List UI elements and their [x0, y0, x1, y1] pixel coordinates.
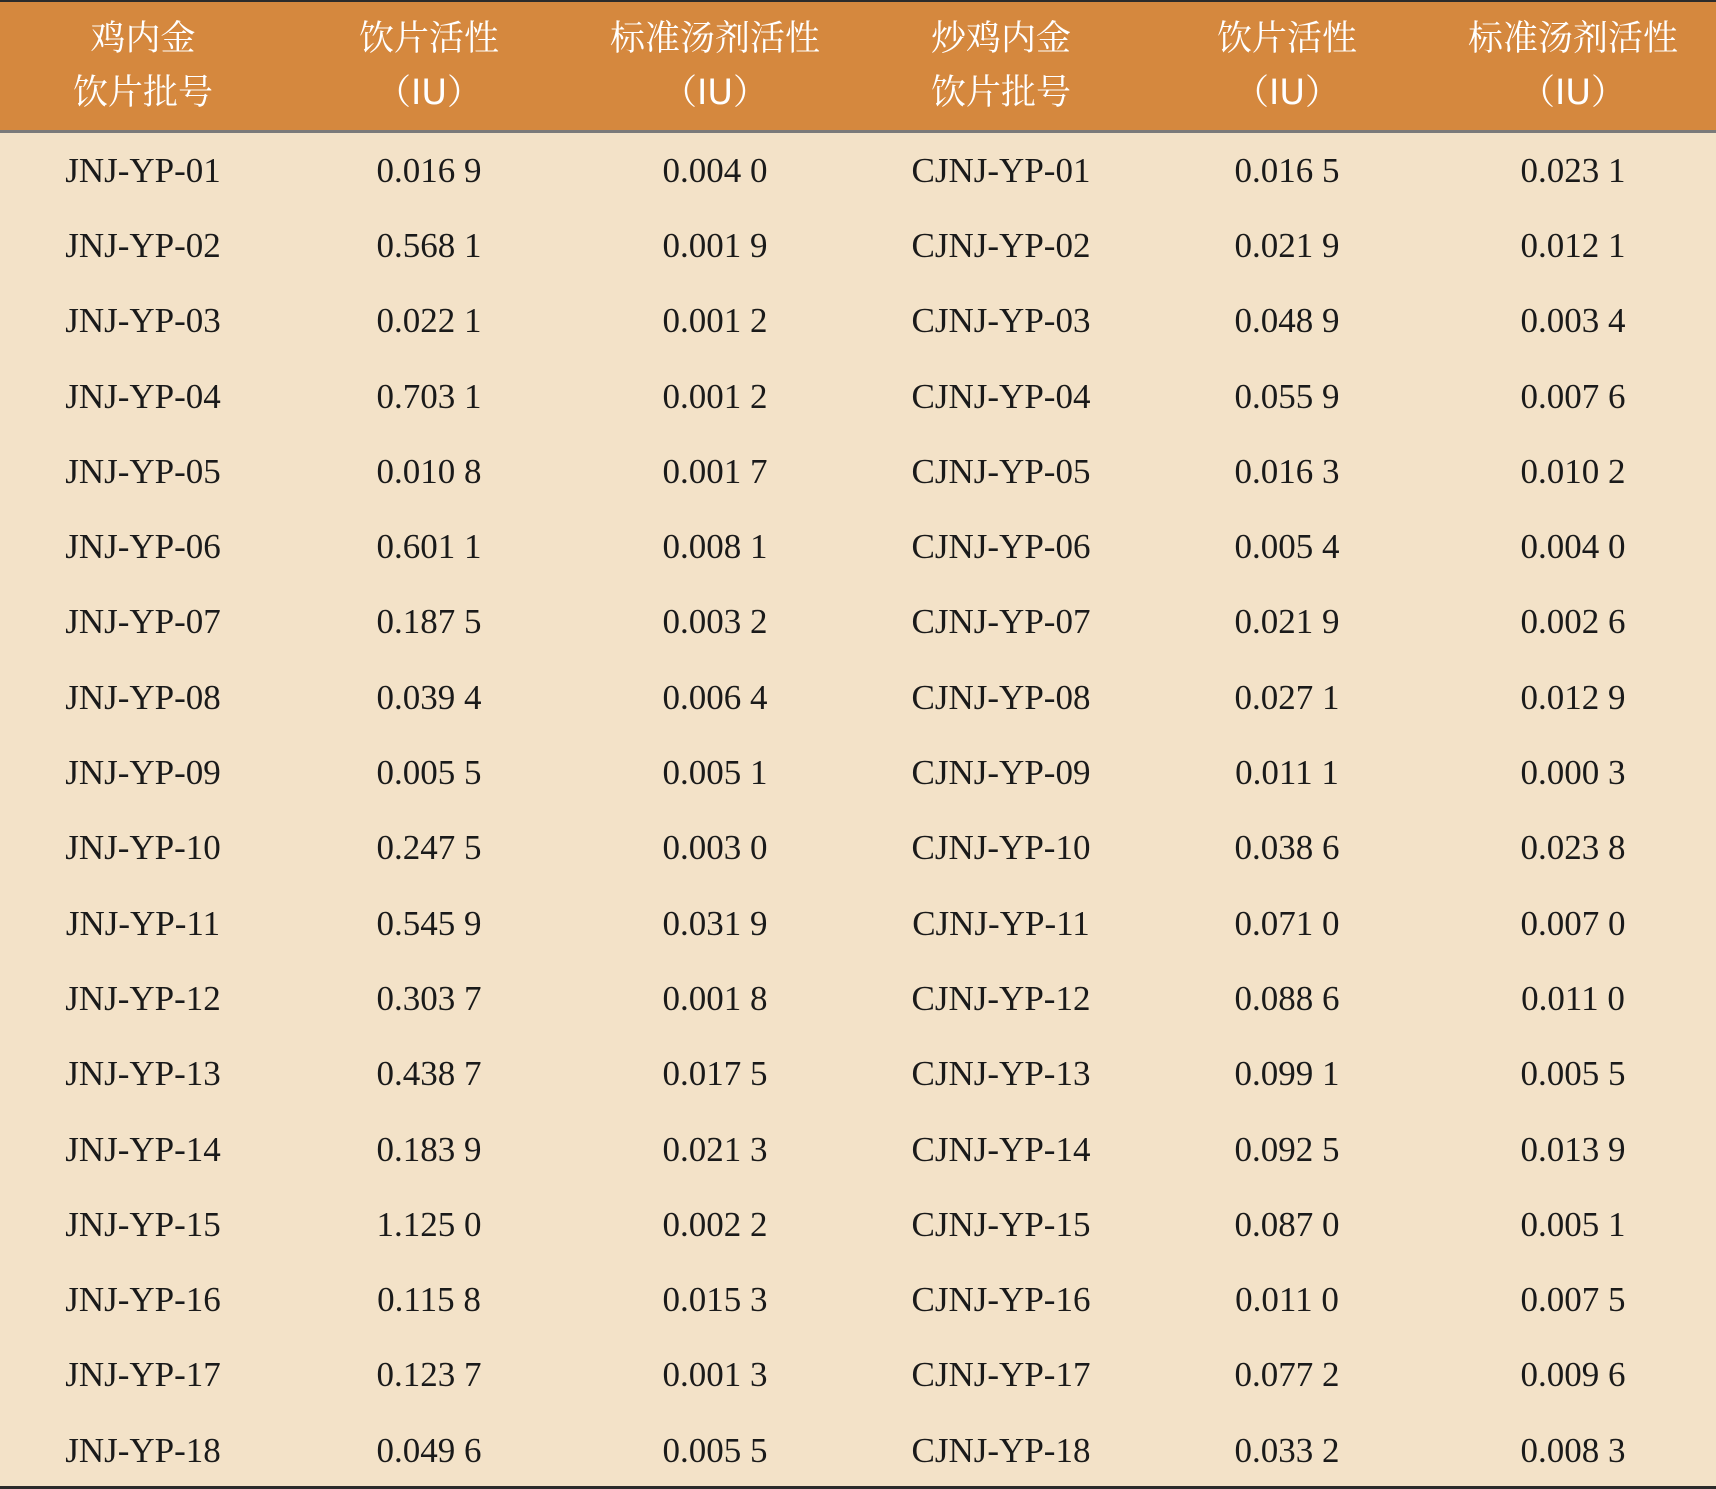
cell-batch-raw: JNJ-YP-09 [65, 753, 221, 793]
cell-batch-raw: JNJ-YP-10 [65, 828, 221, 868]
header-line2: （IU） [1234, 73, 1340, 113]
cell-batch-raw: JNJ-YP-08 [65, 677, 221, 717]
cell-batch-fried: CJNJ-YP-10 [911, 828, 1091, 868]
cell-decoction-activity-fried: 0.011 0 [1521, 978, 1625, 1018]
table-row [0, 1338, 1716, 1413]
table-body [0, 130, 1716, 1488]
table-row [0, 208, 1716, 283]
header-line1: 炒鸡内金 [930, 19, 1071, 59]
header-piece-activity-fried [1144, 2, 1430, 130]
cell-piece-activity-raw: 0.022 1 [376, 301, 482, 341]
table-row [0, 1413, 1716, 1488]
header-piece-activity-raw [286, 2, 572, 130]
cell-decoction-activity-fried: 0.023 8 [1520, 828, 1626, 868]
table-row [0, 1187, 1716, 1262]
header-line1: 标准汤剂活性 [1467, 19, 1678, 59]
cell-batch-fried: CJNJ-YP-18 [911, 1430, 1091, 1470]
cell-piece-activity-fried: 0.016 5 [1234, 150, 1340, 190]
cell-batch-fried: CJNJ-YP-15 [911, 1204, 1091, 1244]
cell-decoction-activity-fried: 0.009 6 [1520, 1355, 1626, 1395]
table-row [0, 585, 1716, 660]
cell-piece-activity-raw: 0.303 7 [376, 978, 482, 1018]
cell-decoction-activity-fried: 0.002 6 [1520, 602, 1626, 642]
cell-batch-raw: JNJ-YP-12 [65, 978, 221, 1018]
cell-batch-fried: CJNJ-YP-17 [911, 1355, 1091, 1395]
cell-piece-activity-fried: 0.021 9 [1234, 225, 1340, 265]
cell-decoction-activity-fried: 0.012 9 [1520, 677, 1626, 717]
cell-batch-raw: JNJ-YP-11 [65, 903, 221, 943]
cell-batch-fried: CJNJ-YP-02 [911, 225, 1091, 265]
table-row [0, 1037, 1716, 1112]
cell-decoction-activity-fried: 0.007 0 [1520, 903, 1626, 943]
cell-piece-activity-fried: 0.011 0 [1235, 1280, 1339, 1320]
cell-batch-raw: JNJ-YP-02 [65, 225, 221, 265]
cell-piece-activity-fried: 0.077 2 [1234, 1355, 1340, 1395]
cell-piece-activity-fried: 0.038 6 [1234, 828, 1340, 868]
cell-batch-raw: JNJ-YP-18 [65, 1430, 221, 1470]
cell-decoction-activity-raw: 0.005 1 [662, 753, 768, 793]
cell-decoction-activity-raw: 0.008 1 [662, 527, 768, 567]
cell-batch-raw: JNJ-YP-03 [65, 301, 221, 341]
cell-piece-activity-fried: 0.048 9 [1234, 301, 1340, 341]
cell-piece-activity-fried: 0.088 6 [1234, 978, 1340, 1018]
cell-piece-activity-raw: 0.601 1 [376, 527, 482, 567]
table-row [0, 1112, 1716, 1187]
cell-piece-activity-fried: 0.005 4 [1234, 527, 1340, 567]
cell-decoction-activity-fried: 0.003 4 [1520, 301, 1626, 341]
table-row [0, 434, 1716, 509]
cell-batch-raw: JNJ-YP-05 [65, 451, 221, 491]
cell-decoction-activity-raw: 0.001 7 [662, 451, 768, 491]
cell-batch-fried: CJNJ-YP-14 [911, 1129, 1091, 1169]
cell-piece-activity-raw: 0.438 7 [376, 1054, 482, 1094]
cell-batch-fried: CJNJ-YP-06 [911, 527, 1091, 567]
table-row [0, 961, 1716, 1036]
cell-batch-raw: JNJ-YP-13 [65, 1054, 221, 1094]
cell-decoction-activity-fried: 0.000 3 [1520, 753, 1626, 793]
header-row [0, 2, 1716, 130]
cell-batch-raw: JNJ-YP-16 [65, 1280, 221, 1320]
cell-decoction-activity-fried: 0.004 0 [1520, 527, 1626, 567]
cell-decoction-activity-fried: 0.005 5 [1520, 1054, 1626, 1094]
cell-decoction-activity-raw: 0.002 2 [662, 1204, 768, 1244]
header-line1: 鸡内金 [90, 19, 196, 59]
table-header [0, 2, 1716, 130]
cell-piece-activity-raw: 0.703 1 [376, 376, 482, 416]
header-decoction-activity-raw [572, 2, 858, 130]
header-line2: 饮片批号 [930, 73, 1071, 113]
cell-piece-activity-fried: 0.027 1 [1234, 677, 1340, 717]
cell-piece-activity-raw: 0.010 8 [376, 451, 482, 491]
cell-batch-raw: JNJ-YP-14 [65, 1129, 221, 1169]
cell-decoction-activity-fried: 0.005 1 [1520, 1204, 1626, 1244]
cell-piece-activity-raw: 0.545 9 [376, 903, 482, 943]
cell-batch-raw: JNJ-YP-01 [65, 150, 221, 190]
cell-decoction-activity-raw: 0.017 5 [662, 1054, 768, 1094]
cell-decoction-activity-raw: 0.003 2 [662, 602, 768, 642]
cell-batch-fried: CJNJ-YP-03 [911, 301, 1091, 341]
cell-batch-fried: CJNJ-YP-12 [911, 978, 1091, 1018]
cell-piece-activity-raw: 0.568 1 [376, 225, 482, 265]
cell-decoction-activity-fried: 0.023 1 [1520, 150, 1626, 190]
header-batch-raw [0, 2, 286, 130]
activity-table [0, 2, 1716, 1488]
cell-piece-activity-fried: 0.055 9 [1234, 376, 1340, 416]
cell-batch-raw: JNJ-YP-15 [65, 1204, 221, 1244]
cell-batch-fried: CJNJ-YP-13 [911, 1054, 1091, 1094]
table-row [0, 1262, 1716, 1337]
cell-piece-activity-raw: 0.187 5 [376, 602, 482, 642]
cell-piece-activity-raw: 0.016 9 [376, 150, 482, 190]
header-line2: （IU） [662, 73, 768, 113]
cell-batch-fried: CJNJ-YP-07 [911, 602, 1091, 642]
cell-piece-activity-raw: 0.247 5 [376, 828, 482, 868]
cell-decoction-activity-raw: 0.001 8 [662, 978, 768, 1018]
cell-piece-activity-fried: 0.016 3 [1234, 451, 1340, 491]
cell-decoction-activity-raw: 0.001 2 [662, 301, 768, 341]
cell-decoction-activity-raw: 0.001 9 [662, 225, 768, 265]
table-row [0, 811, 1716, 886]
cell-piece-activity-raw: 0.123 7 [376, 1355, 482, 1395]
cell-decoction-activity-fried: 0.007 6 [1520, 376, 1626, 416]
table-row [0, 359, 1716, 434]
cell-decoction-activity-raw: 0.021 3 [662, 1129, 768, 1169]
cell-batch-fried: CJNJ-YP-09 [911, 753, 1091, 793]
cell-batch-raw: JNJ-YP-07 [65, 602, 221, 642]
cell-decoction-activity-raw: 0.005 5 [662, 1430, 768, 1470]
cell-decoction-activity-fried: 0.010 2 [1520, 451, 1626, 491]
table-row [0, 660, 1716, 735]
cell-batch-fried: CJNJ-YP-01 [911, 150, 1091, 190]
cell-decoction-activity-raw: 0.001 3 [662, 1355, 768, 1395]
header-decoction-activity-fried [1430, 2, 1716, 130]
cell-decoction-activity-fried: 0.007 5 [1520, 1280, 1626, 1320]
cell-piece-activity-fried: 0.099 1 [1234, 1054, 1340, 1094]
cell-piece-activity-raw: 1.125 0 [376, 1204, 482, 1244]
cell-piece-activity-fried: 0.033 2 [1234, 1430, 1340, 1470]
cell-piece-activity-raw: 0.183 9 [376, 1129, 482, 1169]
table-row [0, 735, 1716, 810]
cell-piece-activity-fried: 0.021 9 [1234, 602, 1340, 642]
cell-piece-activity-raw: 0.005 5 [376, 753, 482, 793]
cell-decoction-activity-raw: 0.031 9 [662, 903, 768, 943]
cell-piece-activity-fried: 0.092 5 [1234, 1129, 1340, 1169]
table-row [0, 509, 1716, 584]
cell-decoction-activity-raw: 0.015 3 [662, 1280, 768, 1320]
cell-decoction-activity-raw: 0.001 2 [662, 376, 768, 416]
cell-decoction-activity-raw: 0.006 4 [662, 677, 768, 717]
cell-piece-activity-raw: 0.049 6 [376, 1430, 482, 1470]
cell-piece-activity-raw: 0.039 4 [376, 677, 482, 717]
cell-batch-fried: CJNJ-YP-11 [912, 903, 1090, 943]
header-batch-fried [858, 2, 1144, 130]
header-line1: 标准汤剂活性 [609, 19, 820, 59]
cell-piece-activity-fried: 0.071 0 [1234, 903, 1340, 943]
header-line2: （IU） [376, 73, 482, 113]
header-line2: 饮片批号 [72, 73, 213, 113]
cell-batch-fried: CJNJ-YP-05 [911, 451, 1091, 491]
cell-batch-fried: CJNJ-YP-16 [911, 1280, 1091, 1320]
cell-piece-activity-fried: 0.087 0 [1234, 1204, 1340, 1244]
cell-batch-fried: CJNJ-YP-08 [911, 677, 1091, 717]
header-line1: 饮片活性 [1216, 19, 1357, 59]
cell-decoction-activity-fried: 0.008 3 [1520, 1430, 1626, 1470]
cell-piece-activity-raw: 0.115 8 [377, 1280, 481, 1320]
cell-batch-raw: JNJ-YP-04 [65, 376, 221, 416]
header-line1: 饮片活性 [358, 19, 499, 59]
table-row [0, 284, 1716, 359]
cell-decoction-activity-raw: 0.003 0 [662, 828, 768, 868]
cell-batch-raw: JNJ-YP-17 [65, 1355, 221, 1395]
cell-decoction-activity-raw: 0.004 0 [662, 150, 768, 190]
table-row [0, 886, 1716, 961]
cell-batch-raw: JNJ-YP-06 [65, 527, 221, 567]
cell-batch-fried: CJNJ-YP-04 [911, 376, 1091, 416]
header-line2: （IU） [1520, 73, 1626, 113]
cell-decoction-activity-fried: 0.013 9 [1520, 1129, 1626, 1169]
cell-decoction-activity-fried: 0.012 1 [1520, 225, 1626, 265]
cell-piece-activity-fried: 0.011 1 [1235, 753, 1339, 793]
table-row [0, 133, 1716, 208]
